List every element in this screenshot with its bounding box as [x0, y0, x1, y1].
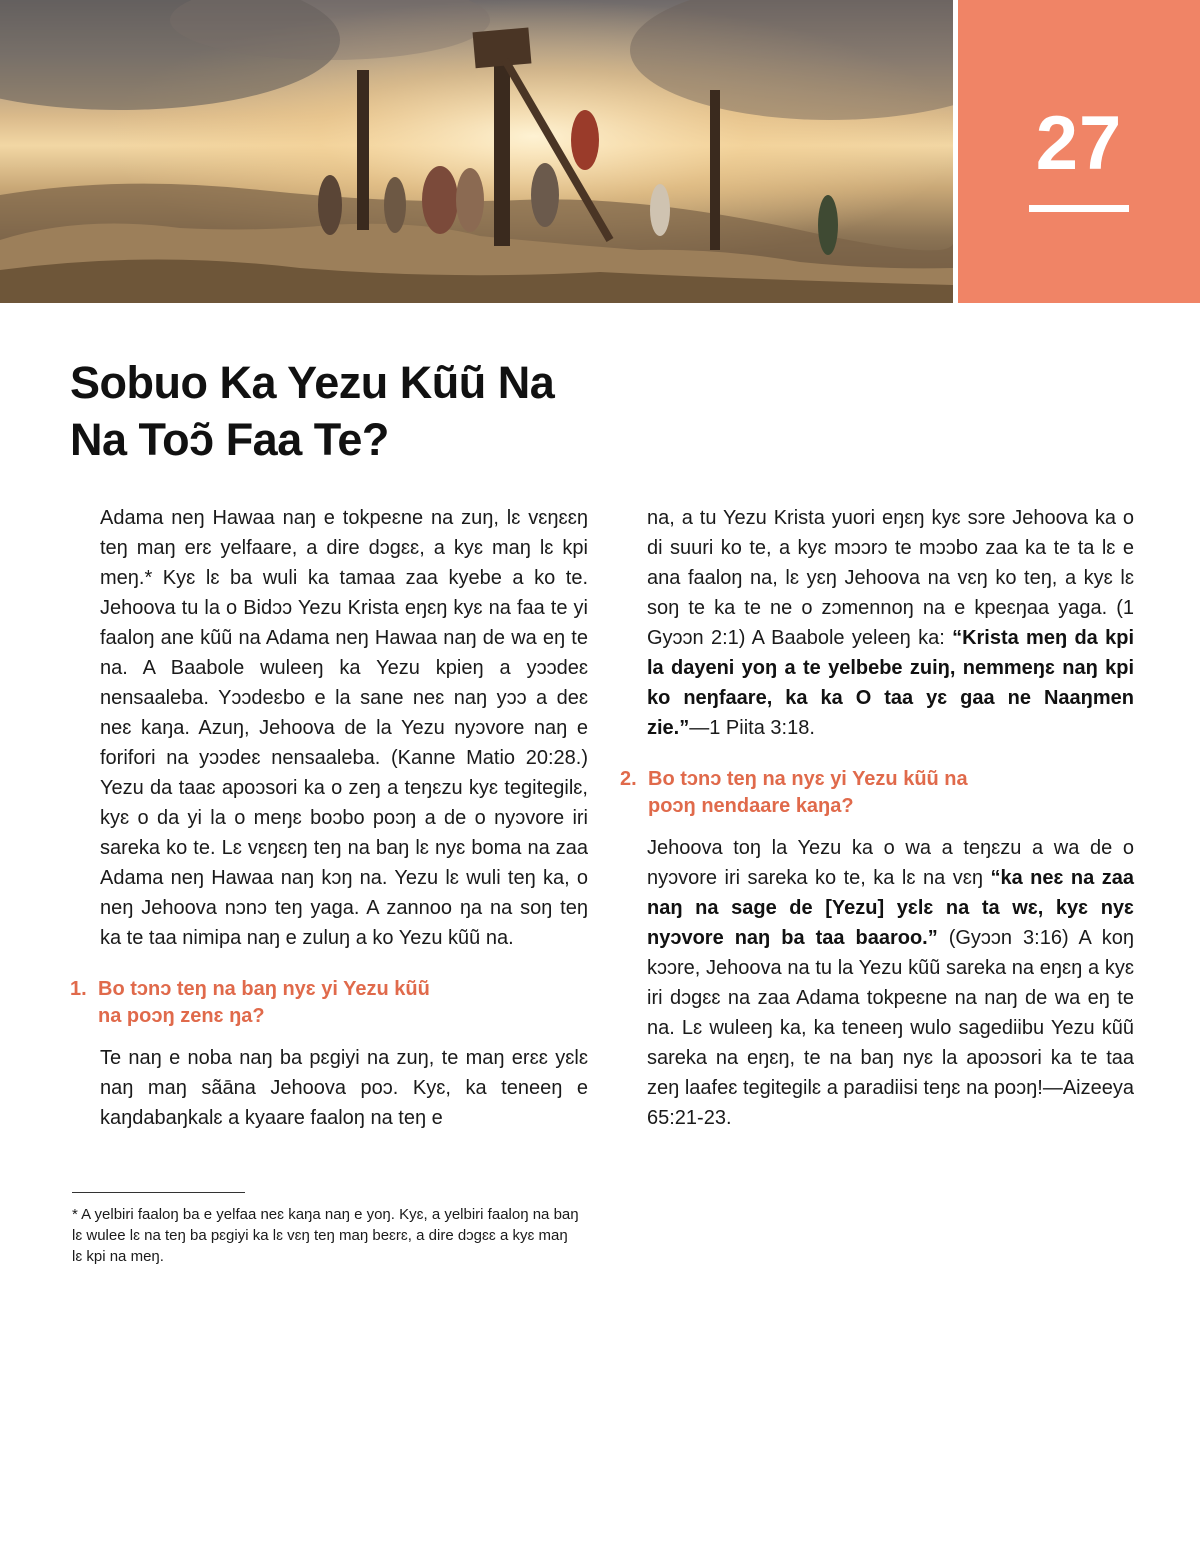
question-2-text — [648, 766, 1134, 820]
question-1-answer-continued — [620, 503, 1134, 743]
question-2-line-1: Bo tɔnɔ teŋ na nyɛ yi Yezu kũũ na — [648, 768, 968, 790]
answer-2-text-b: (Gyɔɔn 3:16) A koŋ kɔɔre, Jehoova na tu la Yezu kũũ sareka na eŋɛŋ a kyɛ iri dɔgɛɛ na zaa Adama tokpeɛne na naŋ de wa eŋ te na. Lɛ wuleeŋ ka, ka teneeŋ wulo sagediibu Yezu kũũ sareka na eŋɛŋ, te na baŋ nyɛ la apoɔsori ka te taa zeŋ laafeɛ tegitegilɛ a paradiisi teŋɛ na poɔŋ!—Aizeeya 65:21-23. — [647, 927, 1134, 1129]
left-column — [70, 503, 588, 1133]
answer-2-text-a: Jehoova toŋ la Yezu ka o wa a teŋɛzu a wa de o nyɔvore iri sareka ko te, ka lɛ na vɛŋ — [647, 837, 1134, 889]
title-line-1: Sobuo Ka Yezu Kũũ Na — [70, 357, 555, 408]
question-1-number: 1. — [70, 978, 87, 1000]
question-2-number: 2. — [620, 768, 637, 790]
scripture-reference-1: —1 Piita 3:18. — [689, 717, 815, 739]
question-1-answer: Te naŋ e noba naŋ ba pɛgiyi na zuŋ, te maŋ erɛɛ yɛlɛ naŋ maŋ sãāna Jehoova poɔ. Kyɛ, ka teneeŋ e kaŋdabaŋkalɛ a kyaare faaloŋ na teŋ e — [100, 1047, 588, 1129]
hero-image — [0, 0, 953, 303]
question-2-answer — [620, 833, 1134, 1133]
page-title — [70, 354, 670, 468]
scripture-quote-2: “ka neɛ na zaa naŋ na sage de [Yezu] yɛlɛ na ta wɛ, kyɛ nyɛ nyɔvore naŋ ba taa baaroo.” — [647, 867, 1134, 949]
question-1-heading — [70, 976, 588, 1030]
chapter-badge — [958, 0, 1200, 303]
footnote-divider — [72, 1192, 245, 1193]
title-line-2: Na Toɔ̃ Faa Te? — [70, 414, 389, 465]
right-column — [620, 503, 1134, 1133]
question-2-line-2: poɔŋ nendaare kaŋa? — [648, 795, 854, 817]
question-1-line-2: na poɔŋ zenɛ ŋa? — [98, 1005, 265, 1027]
chapter-number: 27 — [1035, 101, 1123, 186]
question-1-line-1: Bo tɔnɔ teŋ na baŋ nyɛ yi Yezu kũũ — [98, 978, 430, 1000]
scripture-quote-1: “Krista meŋ da kpi la dayeni yoŋ a te yelbebe zuiŋ, nemmeŋɛ naŋ kpi ko neŋfaare, ka ka O taa yɛ gaa ne Naaŋmen zie.” — [647, 627, 1134, 739]
crucifixion-scene-image — [0, 0, 953, 303]
continued-text: na, a tu Yezu Krista yuori eŋɛŋ kyɛ sɔre Jehoova ka o di suuri ko te, a kyɛ mɔɔrɔ te mɔɔbo zaa ka te ta lɛ e ana faaloŋ na, lɛ yɛŋ Jehoova na vɛŋ ko teŋ, a kyɛ lɛ soŋ te ka te ne o zɔmennoŋ na e kpeɛŋaa yaga. (1 Gyɔɔn 2:1) A Baabole yeleeŋ ka: — [647, 507, 1134, 649]
question-1-text — [98, 976, 588, 1030]
chapter-underline — [1029, 205, 1129, 212]
question-2-heading — [620, 766, 1134, 820]
footnote: * A yelbiri faaloŋ ba e yelfaa neɛ kaŋa naŋ e yoŋ. Kyɛ, a yelbiri faaloŋ na baŋ lɛ wulee lɛ na teŋ ba pɛgiyi ka lɛ vɛŋ teŋ maŋ beɛrɛ, a dire dɔgɛɛ a kyɛ maŋ lɛ kpi na meŋ. — [72, 1206, 579, 1265]
intro-paragraph: Adama neŋ Hawaa naŋ e tokpeɛne na zuŋ, lɛ vɛŋɛɛŋ teŋ maŋ erɛ yelfaare, a dire dɔgɛɛ, a kyɛ maŋ lɛ kpi meŋ.* Kyɛ lɛ ba wuli ka tamaa zaa kyebe a ko te. Jehoova tu la o Bidɔɔ Yezu Krista eŋɛŋ kyɛ na faa te yi faaloŋ ane kũũ na Adama neŋ Hawaa naŋ de wa eŋ te na. A Baabole wuleeŋ ka Yezu kpieŋ a yɔɔdeɛ nensaaleba. Yɔɔdeɛbo e la sane neɛ naŋ yɔɔ a deɛ neɛ kaŋa. Azuŋ, Jehoova de la Yezu nyɔvore naŋ e forifori na yɔɔdeɛ nensaaleba. (Kanne Matio 20:28.) Yezu da taaɛ apoɔsori ka o zeŋ a teŋɛzu kyɛ tegitegilɛ, kyɛ o da yi la o meŋɛ boɔbo poɔŋ a de o nyɔvore iri sareka ko te. Lɛ vɛŋɛɛŋ teŋ na baŋ lɛ nyɛ boma na zaa Adama neŋ Hawaa naŋ kɔŋ na. Yezu lɛ wuli teŋ ka, o neŋ Jehoova nɔnɔ teŋ yaga. A zannoo ŋa na soŋ teŋ ka te taa nimipa naŋ e zuluŋ a ko Yezu kũũ na. — [100, 507, 588, 949]
